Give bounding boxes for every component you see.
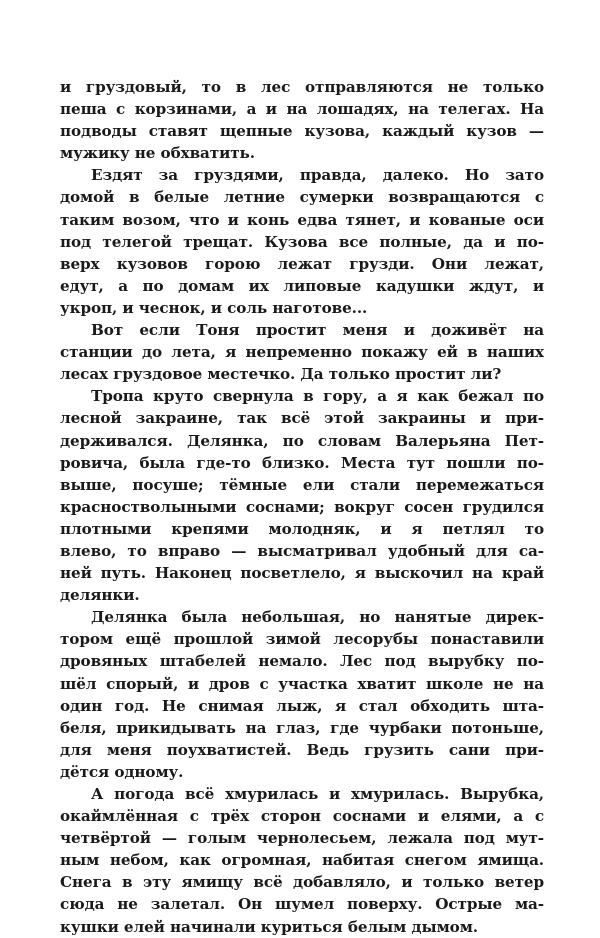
- text-line: ней путь. Наконец посветлело, я выскочил на край: [60, 564, 544, 583]
- text-line: укроп, и чеснок, и соль наготове...: [60, 298, 368, 317]
- text-line: пеша с корзинами, а и на лошадях, на телегах. На: [60, 100, 544, 119]
- book-page-text: [60, 76, 544, 938]
- text-line: делянки.: [60, 586, 140, 605]
- text-line: станции до лета, я непременно покажу ей в наших: [60, 343, 544, 362]
- text-line: держивался. Делянка, по словам Валерьяна Пет-: [60, 431, 544, 450]
- text-line: четвёртой — голым чернолесьем, лежала под мут-: [60, 829, 544, 848]
- text-line: под телегой трещат. Кузова все полные, да и по-: [60, 232, 544, 251]
- text-line: едут, а по домам их липовые кадушки ждут, и: [60, 276, 544, 295]
- text-line: Снега в эту ямищу всё добавляло, и только ветер: [60, 873, 544, 892]
- text-line: шёл спорый, и дров с участка хватит школе не на: [60, 674, 544, 693]
- text-line: домой в белые летние сумерки возвращаются с: [60, 188, 544, 207]
- text-line: плотными крепями молодняк, и я петлял то: [60, 519, 544, 538]
- text-line: ровича, была где-то близко. Места тут пошли по-: [60, 453, 544, 472]
- text-line: мужику не обхватить.: [60, 144, 255, 163]
- text-line: лесной закраине, так всё этой закраины и при-: [60, 409, 544, 428]
- text-line: сюда не залетал. Он шумел поверху. Острые ма-: [60, 895, 544, 914]
- text-line: окаймлённая с трёх сторон соснами и елями, а с: [60, 807, 544, 826]
- text-line: беля, прикидывать на глаз, где чурбаки потоньше,: [60, 718, 544, 737]
- text-line: Делянка была небольшая, но нанятые дирек-: [91, 608, 544, 627]
- text-line: кушки елей начинали куриться белым дымом.: [60, 917, 478, 936]
- text-line: верх кузовов горою лежат грузди. Они лежат,: [60, 254, 544, 273]
- text-line: влево, то вправо — высматривал удобный для са-: [60, 541, 544, 560]
- paragraph: [60, 319, 544, 385]
- text-line: дровяных штабелей немало. Лес под вырубку по-: [60, 652, 544, 671]
- text-line: Ездят за груздями, правда, далеко. Но зато: [91, 166, 544, 185]
- paragraph: [60, 606, 544, 783]
- text-line: Вот если Тоня простит меня и доживёт на: [91, 321, 544, 340]
- text-line: выше, посуше; тёмные ели стали перемежаться: [60, 475, 544, 494]
- paragraph: [60, 385, 544, 606]
- paragraph: [60, 76, 544, 164]
- text-line: дётся одному.: [60, 762, 184, 781]
- paragraph: [60, 164, 544, 319]
- text-line: для меня поухватистей. Ведь грузить сани при-: [60, 740, 544, 759]
- text-line: тором ещё прошлой зимой лесорубы понаставили: [60, 630, 544, 649]
- text-line: А погода всё хмурилась и хмурилась. Вырубка,: [91, 785, 544, 803]
- text-line: ным небом, как огромная, набитая снегом ямища.: [60, 851, 544, 870]
- text-line: Тропа круто свернула в гору, а я как бежал по: [91, 387, 544, 406]
- text-line: лесах груздовое местечко. Да только простит ли?: [60, 365, 502, 384]
- text-line: красностволыными соснами; вокруг сосен грудился: [60, 497, 544, 516]
- text-line: подводы ставят щепные кузова, каждый кузов —: [60, 122, 544, 141]
- text-line: таким возом, что и конь едва тянет, и кованые оси: [60, 210, 544, 229]
- paragraph: [60, 783, 544, 938]
- text-line: один год. Не снимая лыж, я стал обходить шта-: [60, 696, 544, 715]
- text-line: и груздовый, то в лес отправляются не только: [60, 78, 544, 96]
